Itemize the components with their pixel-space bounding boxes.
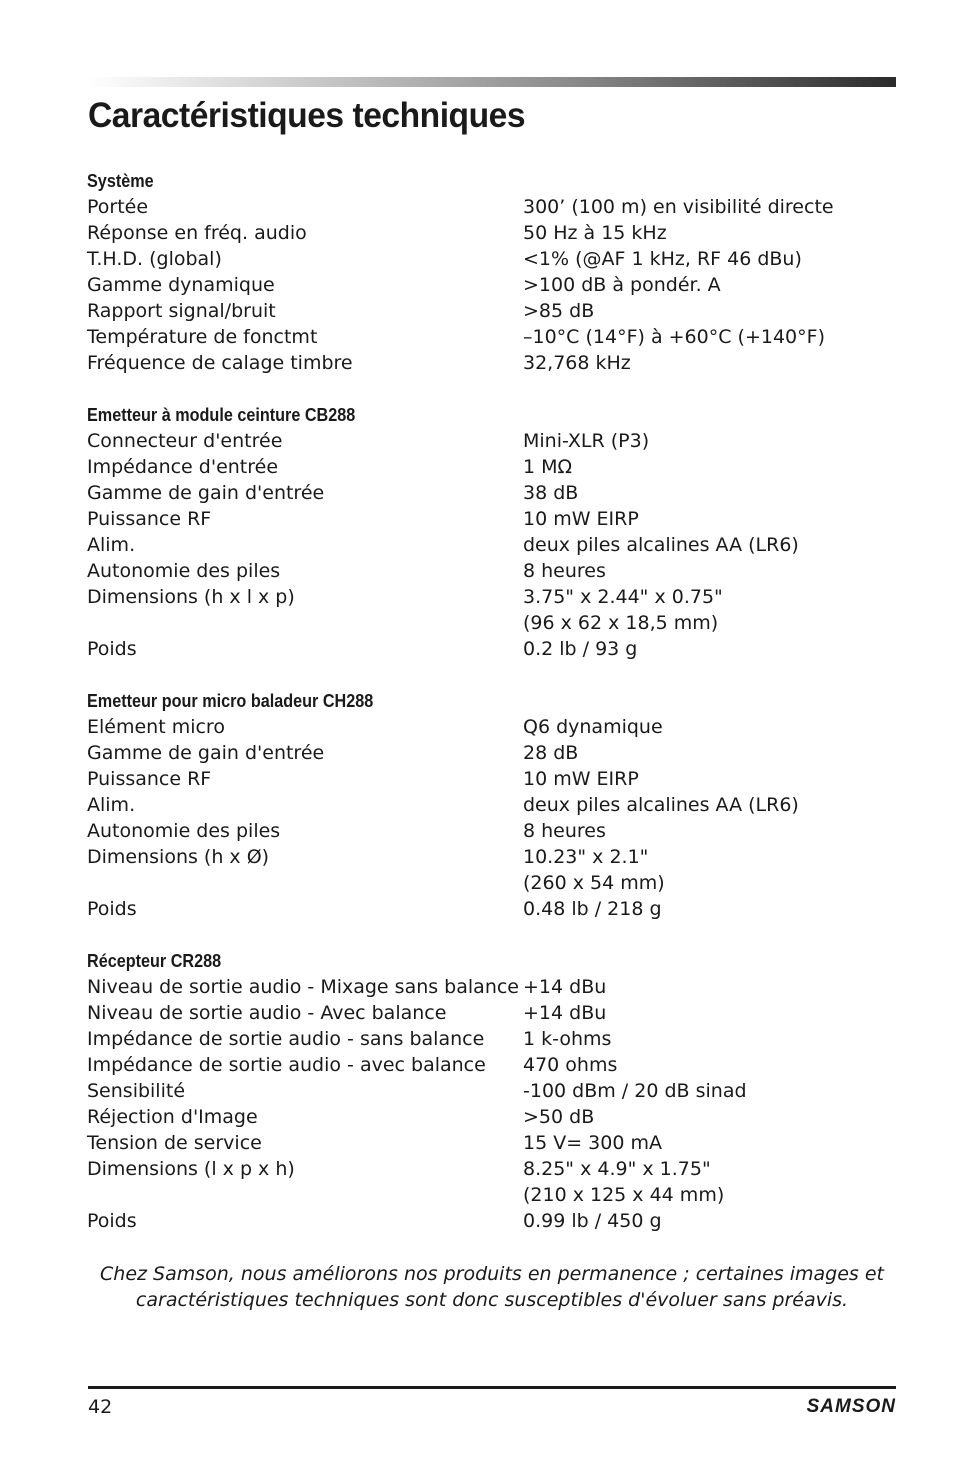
- spec-label: Gamme de gain d'entrée: [87, 482, 325, 504]
- spec-label: Impédance de sortie audio - sans balance: [87, 1028, 485, 1050]
- spec-row: [87, 506, 887, 532]
- spec-row: [87, 1208, 887, 1234]
- spec-value: (260 x 54 mm): [523, 872, 665, 894]
- spec-row: [87, 1052, 887, 1078]
- section-title: Système: [87, 171, 154, 191]
- spec-value: +14 dBu: [523, 976, 607, 998]
- spec-row-continuation: [87, 1182, 887, 1208]
- spec-label: Autonomie des piles: [87, 560, 281, 582]
- spec-label: Niveau de sortie audio - Avec balance: [87, 1002, 447, 1024]
- spec-value: –10°C (14°F) à +60°C (+140°F): [523, 326, 825, 348]
- spec-label: Poids: [87, 638, 137, 660]
- page-title: Caractéristiques techniques: [88, 96, 526, 135]
- section-title: Récepteur CR288: [87, 951, 222, 971]
- spec-value: >50 dB: [523, 1106, 595, 1128]
- spec-value: (210 x 125 x 44 mm): [523, 1184, 725, 1206]
- spec-label: Poids: [87, 898, 137, 920]
- spec-label: Impédance de sortie audio - avec balance: [87, 1054, 486, 1076]
- spec-row: [87, 532, 887, 558]
- spec-label: Réponse en fréq. audio: [87, 222, 307, 244]
- spec-row: [87, 818, 887, 844]
- spec-row: [87, 350, 887, 376]
- header-gradient-bar: [88, 77, 896, 87]
- spec-value: 15 V= 300 mA: [523, 1132, 662, 1154]
- disclaimer-line: caractéristiques techniques sont donc susceptibles d'évoluer sans préavis.: [135, 1289, 849, 1311]
- disclaimer-note: [88, 1261, 896, 1313]
- spec-value: -100 dBm / 20 dB sinad: [523, 1080, 747, 1102]
- spec-value: 8 heures: [523, 560, 606, 582]
- disclaimer-line: Chez Samson, nous améliorons nos produits en permanence ; certaines images et: [100, 1263, 884, 1285]
- spec-value: 32,768 kHz: [523, 352, 631, 374]
- spec-row: [87, 558, 887, 584]
- footer-rule: [88, 1386, 896, 1389]
- spec-value: deux piles alcalines AA (LR6): [523, 794, 799, 816]
- spec-value: 8.25" x 4.9" x 1.75": [523, 1158, 711, 1180]
- spec-value: <1% (@AF 1 kHz, RF 46 dBu): [523, 248, 802, 270]
- spec-value: 3.75" x 2.44" x 0.75": [523, 586, 723, 608]
- spec-value: 38 dB: [523, 482, 579, 504]
- spec-row: [87, 1000, 887, 1026]
- spec-row: [87, 974, 887, 1000]
- spec-row: [87, 844, 887, 870]
- spec-row: [87, 792, 887, 818]
- spec-label: Puissance RF: [87, 508, 212, 530]
- spec-row: [87, 766, 887, 792]
- spec-row: [87, 1156, 887, 1182]
- spec-row: [87, 298, 887, 324]
- spec-label: Sensibilité: [87, 1080, 186, 1102]
- spec-row: [87, 714, 887, 740]
- samson-logo: SAMSON: [806, 1396, 896, 1417]
- spec-row: [87, 220, 887, 246]
- spec-row: [87, 636, 887, 662]
- spec-label: Alim.: [87, 534, 136, 556]
- spec-label: Rapport signal/bruit: [87, 300, 276, 322]
- spec-value: 0.48 lb / 218 g: [523, 898, 662, 920]
- spec-row: [87, 454, 887, 480]
- spec-value: 10.23" x 2.1": [523, 846, 649, 868]
- spec-value: 10 mW EIRP: [523, 508, 639, 530]
- spec-value: +14 dBu: [523, 1002, 607, 1024]
- spec-section-ch288: [87, 688, 887, 922]
- spec-label: Dimensions (h x l x p): [87, 586, 295, 608]
- spec-value: 8 heures: [523, 820, 606, 842]
- spec-row: [87, 1078, 887, 1104]
- spec-row: [87, 1104, 887, 1130]
- spec-label: Connecteur d'entrée: [87, 430, 283, 452]
- spec-value: 28 dB: [523, 742, 579, 764]
- spec-label: Dimensions (l x p x h): [87, 1158, 295, 1180]
- spec-label: Autonomie des piles: [87, 820, 281, 842]
- spec-value: >85 dB: [523, 300, 595, 322]
- spec-label: Puissance RF: [87, 768, 212, 790]
- spec-label: Réjection d'Image: [87, 1106, 258, 1128]
- section-title: Emetteur à module ceinture CB288: [87, 405, 356, 425]
- spec-row: [87, 1130, 887, 1156]
- spec-section-cr288: [87, 948, 887, 1234]
- specifications-list: [87, 168, 887, 1260]
- spec-row: [87, 740, 887, 766]
- spec-label: Gamme dynamique: [87, 274, 275, 296]
- spec-label: Portée: [87, 196, 149, 218]
- spec-value: 0.99 lb / 450 g: [523, 1210, 662, 1232]
- spec-value: 0.2 lb / 93 g: [523, 638, 638, 660]
- spec-row: [87, 194, 887, 220]
- spec-label: Alim.: [87, 794, 136, 816]
- spec-row: [87, 584, 887, 610]
- spec-label: Niveau de sortie audio - Mixage sans balance: [87, 976, 519, 998]
- spec-label: Impédance d'entrée: [87, 456, 279, 478]
- spec-label: Gamme de gain d'entrée: [87, 742, 325, 764]
- spec-label: Fréquence de calage timbre: [87, 352, 353, 374]
- spec-row: [87, 428, 887, 454]
- spec-value: >100 dB à pondér. A: [523, 274, 721, 296]
- spec-label: Poids: [87, 1210, 137, 1232]
- spec-row: [87, 272, 887, 298]
- spec-section-systeme: [87, 168, 887, 376]
- spec-row: [87, 896, 887, 922]
- spec-value: Q6 dynamique: [523, 716, 663, 738]
- spec-value: 300’ (100 m) en visibilité directe: [523, 196, 834, 218]
- spec-value: 50 Hz à 15 kHz: [523, 222, 667, 244]
- spec-value: (96 x 62 x 18,5 mm): [523, 612, 719, 634]
- spec-row-continuation: [87, 610, 887, 636]
- spec-label: Dimensions (h x Ø): [87, 846, 270, 868]
- spec-row-continuation: [87, 870, 887, 896]
- section-title: Emetteur pour micro baladeur CH288: [87, 691, 374, 711]
- spec-label: Elément micro: [87, 716, 225, 738]
- spec-value: Mini-XLR (P3): [523, 430, 650, 452]
- spec-label: Température de fonctmt: [87, 326, 318, 348]
- spec-value: deux piles alcalines AA (LR6): [523, 534, 799, 556]
- spec-section-cb288: [87, 402, 887, 662]
- spec-row: [87, 246, 887, 272]
- spec-label: T.H.D. (global): [87, 248, 222, 270]
- spec-row: [87, 1026, 887, 1052]
- spec-row: [87, 480, 887, 506]
- page-number: 42: [88, 1396, 113, 1418]
- spec-value: 470 ohms: [523, 1054, 618, 1076]
- spec-label: Tension de service: [87, 1132, 262, 1154]
- spec-value: 1 MΩ: [523, 456, 573, 478]
- spec-value: 10 mW EIRP: [523, 768, 639, 790]
- spec-row: [87, 324, 887, 350]
- spec-value: 1 k-ohms: [523, 1028, 612, 1050]
